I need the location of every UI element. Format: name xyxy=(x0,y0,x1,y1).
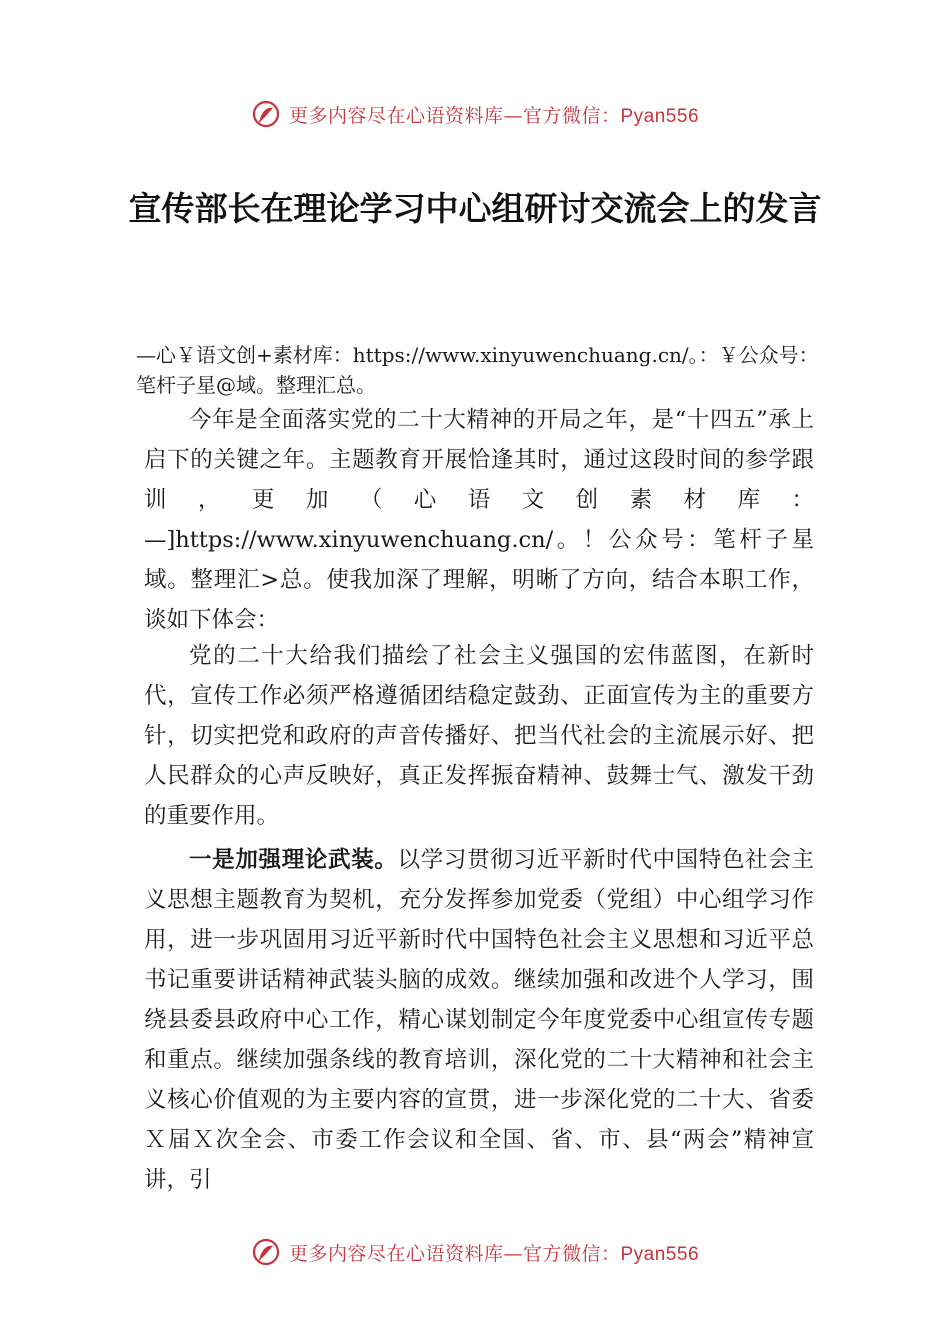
paragraph-blueprint: 党的二十大给我们描绘了社会主义强国的宏伟蓝图，在新时代，宣传工作必须严格遵循团结稳定鼓劲、正面宣传为主的重要方针，切实把党和政府的声音传播好、把当代社会的主流展示好、把人民群众的心声反映好，真正发挥振奋精神、鼓舞士气、激发干劲的重要作用。 xyxy=(144,643,814,829)
banner-dash: — xyxy=(503,104,523,127)
banner-library-text: 更多内容尽在心语资料库 xyxy=(288,104,504,127)
document-title: 宣传部长在理论学习中心组研讨交流会上的发言 xyxy=(128,189,822,228)
section-1-body: 以学习贯彻习近平新时代中国特色社会主义思想主题教育为契机，充分发挥参加党委（党组）中心组学习作用，进一步巩固用习近平新时代中国特色社会主义思想和习近平总书记重要讲话精神武装头脑的成效。继续加强和改进个人学习，围绕县委县政府中心工作，精心谋划制定今年度党委中心组宣传专题和重点。继续加强条线的教育培训，深化党的二十大精神和社会主义核心价值观的为主要内容的宣贯，进一步深化党的二十大、省委Ｘ届Ｘ次全会、市委工作会议和全国、省、市、县“两会”精神宣讲，引 xyxy=(144,847,814,1193)
footer-banner xyxy=(0,1232,950,1272)
banner-text xyxy=(289,1239,699,1266)
header-banner xyxy=(0,94,950,134)
brand-logo-icon xyxy=(251,1237,281,1267)
paragraph-intro: 今年是全面落实党的二十大精神的开局之年，是“十四五”承上启下的关键之年。主题教育开展恰逢其时，通过这段时间的参学跟训，更加（心语文创素材库：—]https://www.xinyuwenchuang.cn/。！公众号：笔杆子星域。整理汇>总。使我加深了理解，明晰了方向，结合本职工作，谈如下体会： xyxy=(144,407,814,633)
section-1-heading: 一是加强理论武装。 xyxy=(189,847,398,873)
banner-library-text: 更多内容尽在心语资料库 xyxy=(288,1242,504,1265)
brand-logo-icon xyxy=(251,99,281,129)
banner-wechat-id: Pyan556 xyxy=(620,1243,700,1265)
banner-wechat-label: 官方微信： xyxy=(522,104,621,127)
banner-wechat-id: Pyan556 xyxy=(620,105,700,127)
source-note: —心￥语文创+素材库：https://www.xinyuwenchuang.cn/。：￥公众号：笔杆子星@域。整理汇总。 xyxy=(136,343,819,397)
banner-wechat-label: 官方微信： xyxy=(522,1242,621,1265)
banner-text xyxy=(289,101,699,128)
paragraph-section-1 xyxy=(144,840,814,1200)
banner-dash: — xyxy=(503,1242,523,1265)
